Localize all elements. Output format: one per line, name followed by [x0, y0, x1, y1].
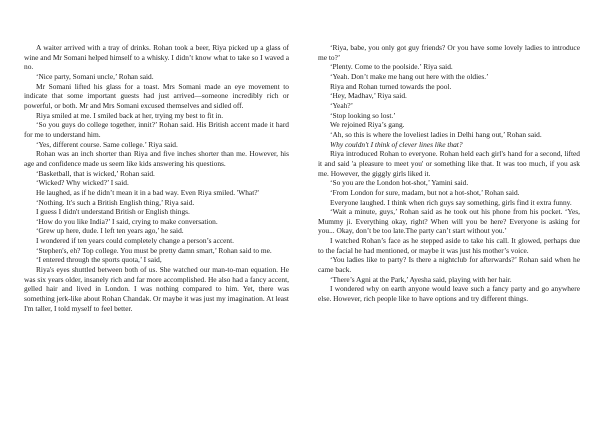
paragraph: A waiter arrived with a tray of drinks. Rohan took a beer, Riya picked up a glass of wine and Mr Somani helped himself to a whisky. I didn’t know what to take so I waved a no. [24, 43, 289, 72]
paragraph: ‘Stop looking so lost.’ [330, 110, 396, 120]
paragraph: ‘So you are the London hot-shot,’ Yamini said. [330, 178, 469, 188]
paragraph: ‘Yeah?’ [330, 100, 354, 110]
paragraph: ‘Ah, so this is where the loveliest ladies in Delhi hang out,’ Rohan said. [330, 129, 542, 139]
paragraph: I watched Rohan’s face as he stepped aside to take his call. It glowed, perhaps due to the facial he had mentioned, or maybe it was just his mother’s voice. [318, 236, 580, 255]
paragraph: ‘Yes, different course. Same college.’ Riya said. [36, 139, 178, 149]
paragraph: Riya's eyes shuttled between both of us. She watched our man-to-man equation. He was six years older, insanely rich and far more accomplished. He also had a fancy accent, gelled hair and lived in London. I was nothing compared to him. Yet, there was something jerk-like about Rohan Chandak. Or maybe it was just my imagination. At least I'm taller, I told myself to feel better. [24, 265, 289, 313]
paragraph: Everyone laughed. I think when rich guys say something, girls find it extra funny. [330, 197, 572, 207]
paragraph: ‘Yeah. Don’t make me hang out here with the oldies.’ [330, 71, 489, 81]
paragraph: ‘Hey, Madhav,’ Riya said. [330, 91, 407, 101]
paragraph: Riya introduced Rohan to everyone. Rohan held each girl's hand for a second, lifted it and said 'a pleasure to meet you' or something like that. It was too much, if you ask me. However, the giggly girls liked it. [318, 149, 580, 178]
paragraph: ‘Wait a minute, guys,’ Rohan said as he took out his phone from his pocket. ‘Yes, Mummy ji. Everything okay, right? When will you be here? Everyone is asking for you... Okay, don’t be too late.The party can’t start without you.’ [318, 207, 580, 236]
paragraph: ‘Nothing. It's such a British English thing,’ Riya said. [36, 197, 195, 207]
paragraph: ‘So you guys do college together, innit?’ Rohan said. His British accent made it hard for me to understand him. [24, 120, 289, 139]
paragraph: ‘Wicked? Why wicked?’ I said. [36, 178, 129, 188]
paragraph: Riya smiled at me. I smiled back at her, trying my best to fit in. [36, 110, 224, 120]
paragraph: ‘Basketball, that is wicked,’ Rohan said. [36, 168, 155, 178]
paragraph: ‘Plenty. Come to the poolside.’ Riya said. [330, 62, 453, 72]
paragraph: ‘From London for sure, madam, but not a hot-shot,’ Rohan said. [330, 187, 520, 197]
paragraph: Why couldn't I think of clever lines like that? [330, 139, 463, 149]
paragraph: ‘Grew up here, dude. I left ten years ago,’ he said. [36, 226, 184, 236]
paragraph: ‘How do you like India?’ I said, crying to make conversation. [36, 216, 218, 226]
paragraph: I wondered why on earth anyone would leave such a fancy party and go anywhere else. However, rich people like to have options and try different things. [318, 284, 580, 304]
paragraph: ‘You ladies like to party? Is there a nightclub for afterwards?’ Rohan said when he came back. [318, 255, 580, 275]
paragraph: ‘Nice party, Somani uncle,’ Rohan said. [36, 71, 154, 81]
paragraph: I guess I didn't understand British or English things. [36, 207, 190, 217]
paragraph: ‘Riya, babe, you only got guy friends? Or you have some lovely ladies to introduce me to?’ [318, 43, 580, 62]
left-page-text [24, 43, 289, 313]
right-page-text [318, 43, 580, 304]
paragraph: ‘There’s Agni at the Park,’ Ayesha said, playing with her hair. [330, 274, 512, 284]
paragraph: Riya and Rohan turned towards the pool. [330, 81, 452, 91]
paragraph: We rejoined Riya’s gang. [330, 120, 405, 130]
paragraph: Mr Somani lifted his glass for a toast. Mrs Somani made an eye movement to indicate that some important guests had just arrived—someone incredibly rich or powerful, or both. Mr and Mrs Somani excused themselves and sidled off. [24, 81, 289, 110]
paragraph: Rohan was an inch shorter than Riya and five inches shorter than me. However, his age and confidence made us seem like kids answering his questions. [24, 149, 289, 168]
paragraph: ‘Stephen's, eh? Top college. You must be pretty damn smart,’ Rohan said to me. [36, 245, 272, 255]
paragraph: I wondered if ten years could completely change a person’s accent. [36, 236, 235, 246]
paragraph: He laughed, as if he didn’t mean it in a bad way. Even Riya smiled. 'What?' [36, 187, 259, 197]
paragraph: ‘I entered through the sports quota,’ I said, [36, 255, 162, 265]
